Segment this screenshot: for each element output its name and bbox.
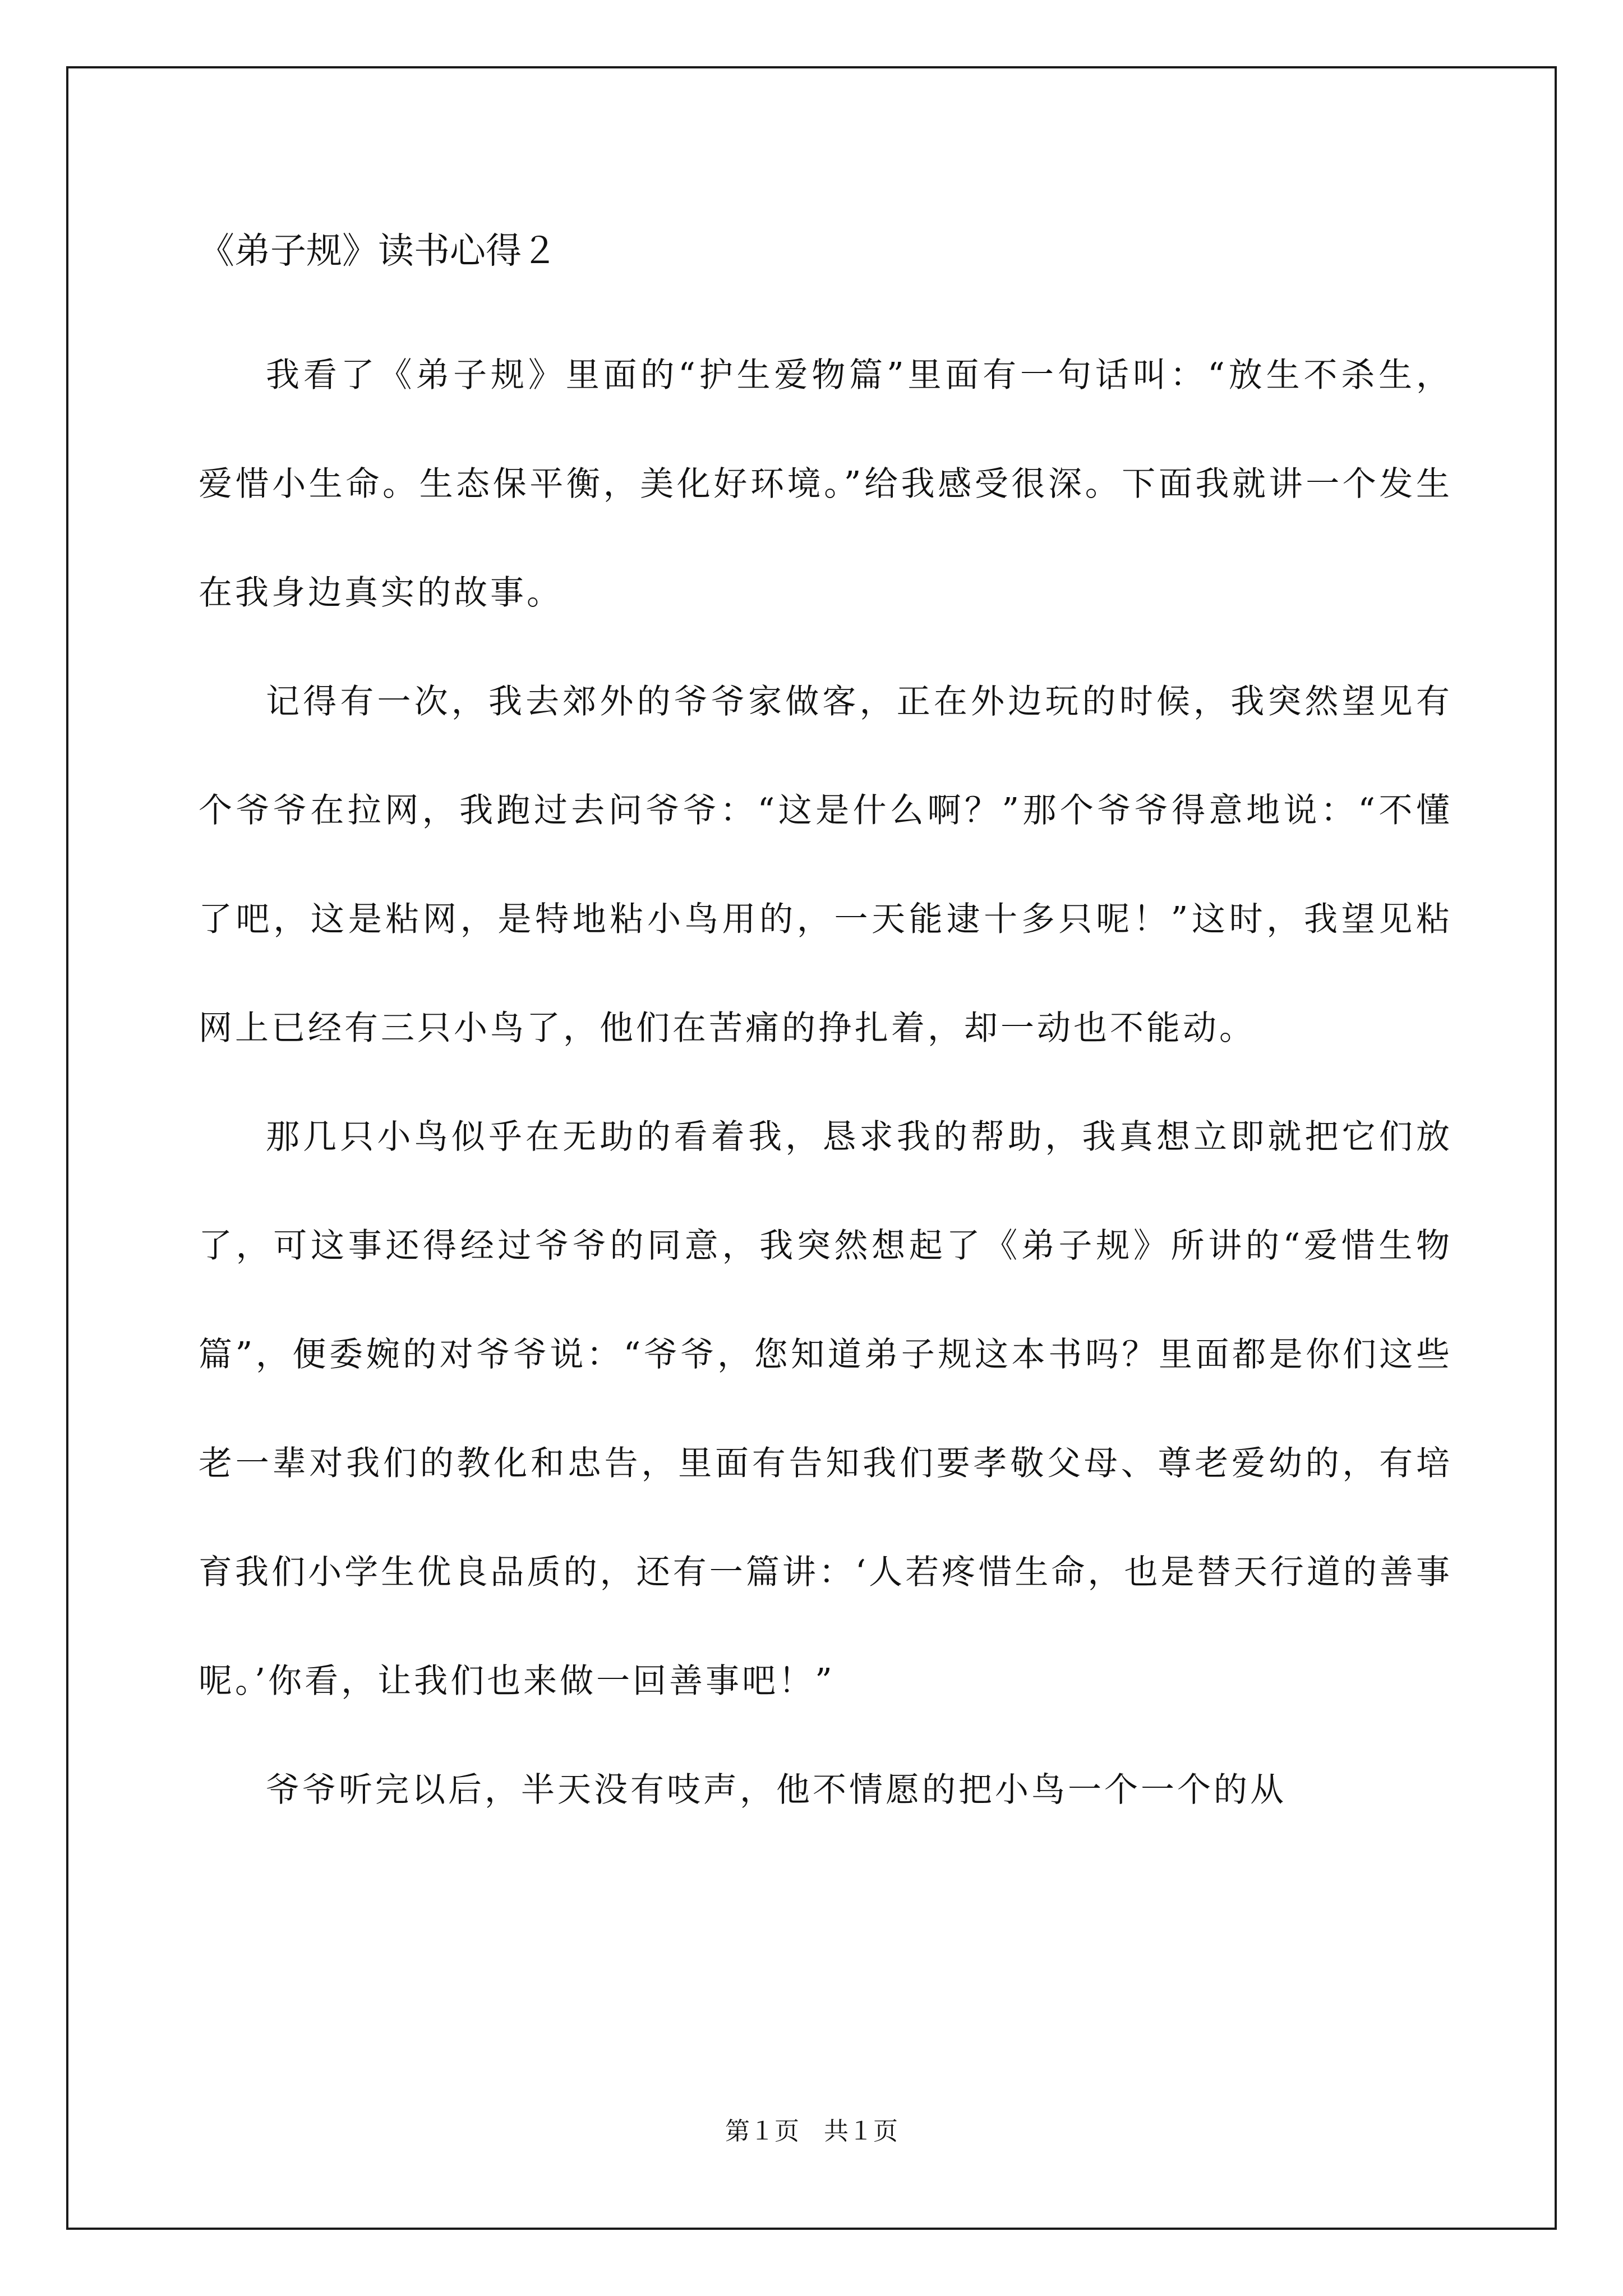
paragraph-1: 我看了《弟子规》里面的“护生爱物篇”里面有一句话叫：“放生不杀生，爱惜小生命。生态保平衡，美化好环境。”给我感受很深。下面我就讲一个发生在我身边真实的故事。	[199, 356, 1453, 613]
paragraph-4: 爷爷听完以后，半天没有吱声，他不情愿的把小鸟一个一个的从	[266, 1770, 1287, 1810]
document-body	[199, 224, 1453, 1844]
paragraph-2: 记得有一次，我去郊外的爷爷家做客，正在外边玩的时候，我突然望见有个爷爷在拉网，我跑过去问爷爷：“这是什么啊？”那个爷爷得意地说：“不懂了吧，这是粘网，是特地粘小鸟用的，一天能逮十多只呢！”这时，我望见粘网上已经有三只小鸟了，他们在苦痛的挣扎着，却一动也不能动。	[199, 682, 1453, 1048]
paragraph-3: 那几只小鸟似乎在无助的看着我，恳求我的帮助，我真想立即就把它们放了，可这事还得经过爷爷的同意，我突然想起了《弟子规》所讲的“爱惜生物篇”，便委婉的对爷爷说：“爷爷，您知道弟子规这本书吗？里面都是你们这些老一辈对我们的教化和忠告，里面有告知我们要孝敬父母、尊老爱幼的，有培育我们小学生优良品质的，还有一篇讲：‘人若疼惜生命，也是替天行道的善事呢。’你看，让我们也来做一回善事吧！”	[199, 1117, 1453, 1701]
page-number-footer: 第１页 共１页	[725, 2117, 898, 2146]
document-title: 《弟子规》读书心得２	[199, 231, 557, 272]
